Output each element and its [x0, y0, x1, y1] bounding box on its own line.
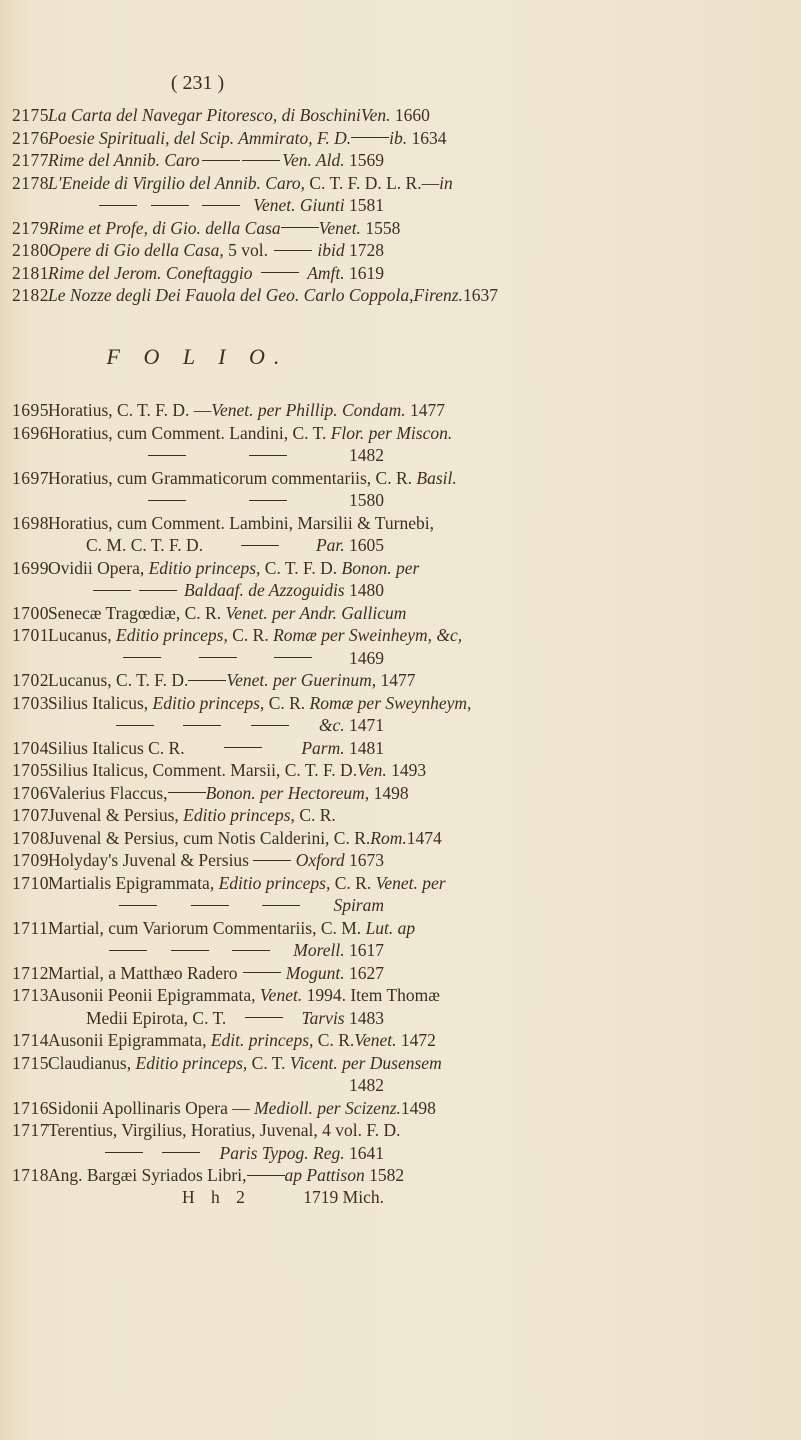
catalogue-entry	[12, 239, 384, 262]
entry-text: Venet. per Guerinum,	[226, 670, 377, 690]
ditto-dash	[351, 137, 389, 138]
catalogue-entry	[12, 422, 453, 445]
entry-text: Venet.	[318, 217, 361, 238]
ditto-dash	[242, 160, 280, 161]
lot-number: 1707	[12, 805, 49, 825]
lot-number: 1700	[12, 602, 49, 623]
entry-text: Venet.	[354, 1030, 397, 1050]
ditto-dash	[105, 1152, 143, 1153]
ditto-dash	[274, 250, 312, 251]
entry-text: 1580	[349, 490, 384, 510]
entry-text: C. R.	[313, 1030, 355, 1050]
lot-number: 1708	[12, 827, 49, 848]
lot-number: 1716	[12, 1097, 49, 1118]
lot-number: 1711	[12, 917, 49, 938]
catalogue-entry	[12, 804, 384, 827]
octavo-list	[12, 104, 498, 307]
entry-text: Ven.	[360, 105, 391, 125]
ditto-dash	[262, 905, 300, 906]
lot-number: 2177	[12, 150, 49, 170]
lot-number: 1710	[12, 872, 49, 893]
page-footer	[12, 1187, 384, 1209]
entry-text: 1994. Item Thomæ	[302, 985, 440, 1005]
catalogue-entry	[12, 579, 384, 602]
catalogue-entry	[12, 1142, 384, 1165]
entry-text: Horatius, cum Comment. Landini, C. T.	[48, 422, 331, 443]
entry-text: C. T.	[247, 1052, 290, 1073]
lot-number: 1695	[12, 400, 49, 420]
ditto-dash	[168, 792, 206, 793]
catalogue-entry	[12, 984, 440, 1007]
entry-text: 1619	[344, 262, 384, 283]
entry-text: Opere di Gio della Casa,	[48, 240, 224, 260]
entry-text: Lucanus,	[48, 625, 117, 645]
ditto-dash	[199, 657, 237, 658]
entry-text: ib.	[389, 127, 408, 148]
catalogue-entry	[12, 939, 384, 962]
entry-text: 1582	[364, 1165, 405, 1185]
lot-number: 1713	[12, 985, 49, 1005]
entry-text: C. R.	[227, 625, 274, 645]
ditto-dash	[119, 905, 157, 906]
catalogue-entry	[12, 149, 384, 172]
lot-number: 1699	[12, 557, 49, 578]
entry-text: L'Eneide di Virgilio del Annib. Caro,	[48, 172, 305, 193]
signature-mark: H h 2	[182, 1187, 251, 1207]
entry-text: Editio princeps,	[135, 1052, 248, 1073]
catalogue-entry	[12, 602, 407, 625]
entry-text: 1728	[344, 240, 384, 260]
entry-text: 1471	[344, 715, 384, 735]
catalogue-entry	[12, 849, 384, 872]
entry-text: C. T. F. D. L. R.—	[305, 172, 440, 193]
entry-text: Silius Italicus C. R.	[48, 737, 185, 758]
entry-text: Valerius Flaccus,	[48, 782, 168, 803]
catalogue-entry	[12, 262, 384, 285]
lot-number: 1703	[12, 692, 49, 713]
entry-text: Terentius, Virgilius, Horatius, Juvenal, 4 vol. F. D.	[48, 1120, 401, 1140]
entry-text: La Carta del Navegar Pitoresco, di Boschini	[48, 105, 361, 125]
ditto-dash	[261, 272, 299, 273]
entry-text: Romæ per Sweynheym,	[309, 692, 472, 713]
entry-text: in	[439, 172, 453, 193]
entry-text: Morell.	[293, 940, 345, 960]
ditto-dash	[99, 205, 137, 206]
ditto-dash	[224, 747, 262, 748]
entry-text: Ang. Bargæi Syriados Libri,	[48, 1165, 247, 1185]
lot-number: 1701	[12, 625, 49, 645]
entry-text: 1469	[349, 647, 384, 668]
catalogue-entry	[12, 1007, 384, 1030]
entry-text: 1482	[349, 1075, 384, 1095]
catalogue-entry	[12, 557, 420, 580]
lot-number: 1715	[12, 1052, 49, 1073]
ditto-dash	[281, 227, 319, 228]
entry-text: Claudianus,	[48, 1052, 136, 1073]
entry-text: 1634	[407, 127, 447, 148]
entry-text: Horatius, cum Grammaticorum commentariis, C. R.	[48, 467, 417, 488]
lot-number: 1704	[12, 737, 49, 758]
entry-text: Editio princeps,	[183, 805, 295, 825]
catalogue-entry	[12, 917, 416, 940]
entry-text: 1481	[344, 737, 384, 758]
catalogue-entry	[12, 737, 384, 760]
entry-text: 1483	[344, 1007, 384, 1028]
folio-list	[12, 399, 472, 1187]
lot-number: 1718	[12, 1165, 49, 1185]
entry-text: C. M. C. T. F. D.	[86, 535, 204, 555]
catalogue-entry	[12, 467, 457, 490]
ditto-dash	[232, 950, 270, 951]
lot-number: 2179	[12, 217, 49, 238]
lot-number: 1705	[12, 760, 49, 780]
entry-text: C. R.	[294, 805, 336, 825]
entry-text: 1605	[344, 535, 384, 555]
catalogue-entry	[12, 692, 472, 715]
catalogue-entry	[12, 782, 409, 805]
lot-number: 1714	[12, 1030, 49, 1050]
entry-text: 1498	[369, 782, 409, 803]
entry-text: Juvenal & Persius,	[48, 805, 184, 825]
ditto-dash	[202, 160, 240, 161]
lot-number: 2182	[12, 285, 49, 305]
entry-text: Medioll. per Scizenz.	[254, 1097, 401, 1118]
ditto-dash	[151, 205, 189, 206]
ditto-dash	[109, 950, 147, 951]
ditto-dash	[243, 972, 281, 973]
ditto-dash	[249, 455, 287, 456]
catalogue-entry	[12, 217, 401, 240]
catalogue-entry	[12, 172, 453, 195]
entry-text: Rime del Annib. Caro	[48, 150, 200, 170]
entry-text: 1617	[344, 940, 384, 960]
entry-text: 1477	[376, 670, 416, 690]
entry-text: Lut. ap	[365, 917, 416, 938]
entry-text: 1493	[386, 760, 427, 780]
entry-text: Silius Italicus,	[48, 692, 153, 713]
entry-text: ap Pattison	[284, 1165, 365, 1185]
catalogue-entry	[12, 127, 447, 150]
entry-text: Spiram	[333, 895, 384, 915]
entry-text: 1498	[400, 1097, 436, 1118]
entry-text: Parm.	[301, 737, 345, 758]
ditto-dash	[247, 1175, 285, 1176]
entry-text: Amft.	[307, 262, 345, 283]
entry-text: Medii Epirota, C. T.	[86, 1007, 227, 1028]
ditto-dash	[116, 725, 154, 726]
section-heading: F O L I O.	[106, 344, 289, 369]
lot-number: 2175	[12, 105, 49, 125]
ditto-dash	[188, 680, 226, 681]
entry-text: Horatius, cum Comment. Lambini, Marsilii & Turnebi,	[48, 512, 434, 533]
entry-text: Martialis Epigrammata,	[48, 872, 219, 893]
entry-text: Senecæ Tragœdiæ, C. R.	[48, 602, 226, 623]
ditto-dash	[139, 590, 177, 591]
entry-text: 1480	[344, 580, 384, 600]
entry-text: Ausonii Peonii Epigrammata,	[48, 985, 260, 1005]
entry-text: Romæ per Sweinheym, &c,	[273, 625, 463, 645]
entry-text: Edit. princeps,	[210, 1030, 314, 1050]
entry-text: Horatius, C. T. F. D. —	[48, 400, 212, 420]
entry-text: 1627	[344, 962, 384, 983]
lot-number: 2176	[12, 127, 49, 148]
ditto-dash	[183, 725, 221, 726]
entry-text: Venet.	[259, 985, 303, 1005]
lot-number: 1717	[12, 1120, 49, 1140]
entry-text: 5 vol.	[223, 240, 269, 260]
entry-text: Martial, cum Variorum Commentariis, C. M.	[48, 917, 366, 938]
entry-text: Sidonii Apollinaris Opera —	[48, 1097, 255, 1118]
catalogue-entry	[12, 399, 446, 422]
entry-text: Editio princeps,	[218, 872, 331, 893]
entry-text: Holyday's Juvenal & Persius	[48, 850, 249, 870]
entry-text: Venet. per Phillip. Condam.	[211, 400, 406, 420]
entry-text: Oxford	[295, 850, 345, 870]
entry-text: Editio princeps,	[152, 692, 265, 713]
entry-text: Flor. per Miscon.	[330, 422, 453, 443]
entry-text: Rom.	[370, 827, 407, 848]
entry-text: Vicent. per Dusensem	[289, 1052, 442, 1073]
ditto-dash	[162, 1152, 200, 1153]
ditto-dash	[245, 1017, 283, 1018]
catalogue-entry	[12, 512, 434, 535]
catalogue-entry	[12, 284, 498, 307]
entry-text: 1474	[406, 827, 442, 848]
entry-text: 1660	[390, 105, 430, 125]
entry-text: Le Nozze degli Dei Fauola del Geo. Carlo Coppola,Firenz.	[48, 285, 463, 305]
catalogue-entry	[12, 894, 384, 917]
catalogue-entry	[12, 1074, 384, 1097]
ditto-dash	[148, 455, 186, 456]
catalogue-entry	[12, 194, 384, 217]
ditto-dash	[253, 860, 291, 861]
entry-text: Martial, a Matthæo Radero	[48, 962, 238, 983]
entry-text: Baldaaf. de Azzoguidis	[184, 580, 345, 600]
lot-number: 2178	[12, 172, 49, 193]
entry-text: Paris Typog. Reg.	[219, 1142, 345, 1163]
ditto-dash	[93, 590, 131, 591]
entry-text: C. R.	[264, 692, 310, 713]
lot-number: 2180	[12, 240, 49, 260]
entry-text: Tarvis	[301, 1007, 345, 1028]
ditto-dash	[171, 950, 209, 951]
entry-text: Venet. per Andr. Gallicum	[225, 602, 407, 623]
catalogue-entry	[12, 1164, 405, 1187]
entry-text: 1558	[360, 217, 401, 238]
entry-text: Editio princeps,	[148, 557, 261, 578]
lot-number: 2181	[12, 262, 49, 283]
entry-text: Basil.	[416, 467, 457, 488]
catalogue-entry	[12, 1119, 401, 1142]
ditto-dash	[191, 905, 229, 906]
entry-text: Venet. per	[375, 872, 446, 893]
ditto-dash	[123, 657, 161, 658]
lot-number: 1709	[12, 850, 49, 870]
page-number: ( 231 )	[170, 72, 225, 94]
entry-text: Rime et Profe, di Gio. della Casa	[48, 217, 281, 238]
ditto-dash	[274, 657, 312, 658]
entry-text: 1477	[405, 400, 446, 420]
entry-text: Ovidii Opera,	[48, 557, 149, 578]
entry-text: Juvenal & Persius, cum Notis Calderini, C. R.	[48, 827, 371, 848]
lot-number: 1698	[12, 512, 49, 533]
lot-number: 1706	[12, 782, 49, 803]
entry-text: Ven.	[357, 760, 387, 780]
catchword: 1719 Mich.	[303, 1187, 384, 1207]
entry-text: Editio princeps,	[116, 625, 228, 645]
catalogue-entry	[12, 669, 416, 692]
entry-text: Ausonii Epigrammata,	[48, 1030, 211, 1050]
entry-text: Bonon. per	[341, 557, 420, 578]
entry-text: C. R.	[330, 872, 376, 893]
entry-text: Par.	[315, 535, 345, 555]
catalogue-entry	[12, 534, 384, 557]
catalogue-entry	[12, 489, 384, 512]
entry-text: 1581	[344, 195, 384, 215]
entry-text: 1482	[349, 445, 384, 465]
catalogue-entry	[12, 624, 463, 647]
entry-text: Rime del Jerom. Coneftaggio	[48, 262, 253, 283]
catalogue-entry	[12, 962, 384, 985]
entry-text: Lucanus, C. T. F. D.	[48, 670, 189, 690]
entry-text: 1569	[344, 150, 384, 170]
catalogue-entry	[12, 759, 427, 782]
ditto-dash	[202, 205, 240, 206]
entry-text: 1472	[396, 1030, 436, 1050]
entry-text: Silius Italicus, Comment. Marsii, C. T. F. D.	[48, 760, 358, 780]
entry-text: Venet. Giunti	[253, 195, 345, 215]
lot-number: 1697	[12, 467, 49, 488]
catalogue-entry	[12, 444, 384, 467]
lot-number: 1696	[12, 422, 49, 443]
ditto-dash	[241, 545, 279, 546]
entry-text: 1641	[344, 1142, 384, 1163]
entry-text: 1637	[462, 285, 498, 305]
ditto-dash	[148, 500, 186, 501]
entry-text: Bonon. per Hectoreum,	[205, 782, 370, 803]
catalogue-entry	[12, 104, 430, 127]
catalogue-entry	[12, 1029, 436, 1052]
catalogue-entry	[12, 714, 384, 737]
catalogue-entry	[12, 1097, 436, 1120]
lot-number: 1702	[12, 670, 49, 690]
entry-text: C. T. F. D.	[260, 557, 342, 578]
catalogue-entry	[12, 647, 384, 670]
entry-text: 1673	[344, 850, 384, 870]
entry-text: Mogunt.	[285, 962, 345, 983]
entry-text: &c.	[318, 715, 345, 735]
catalogue-entry	[12, 1052, 442, 1075]
entry-text: Ven. Ald.	[282, 150, 345, 170]
ditto-dash	[251, 725, 289, 726]
entry-text: ibid	[317, 240, 345, 260]
ditto-dash	[249, 500, 287, 501]
catalogue-entry	[12, 827, 442, 850]
lot-number: 1712	[12, 962, 49, 983]
entry-text: Poesie Spirituali, del Scip. Ammirato, F. D.	[48, 127, 352, 148]
catalogue-entry	[12, 872, 446, 895]
